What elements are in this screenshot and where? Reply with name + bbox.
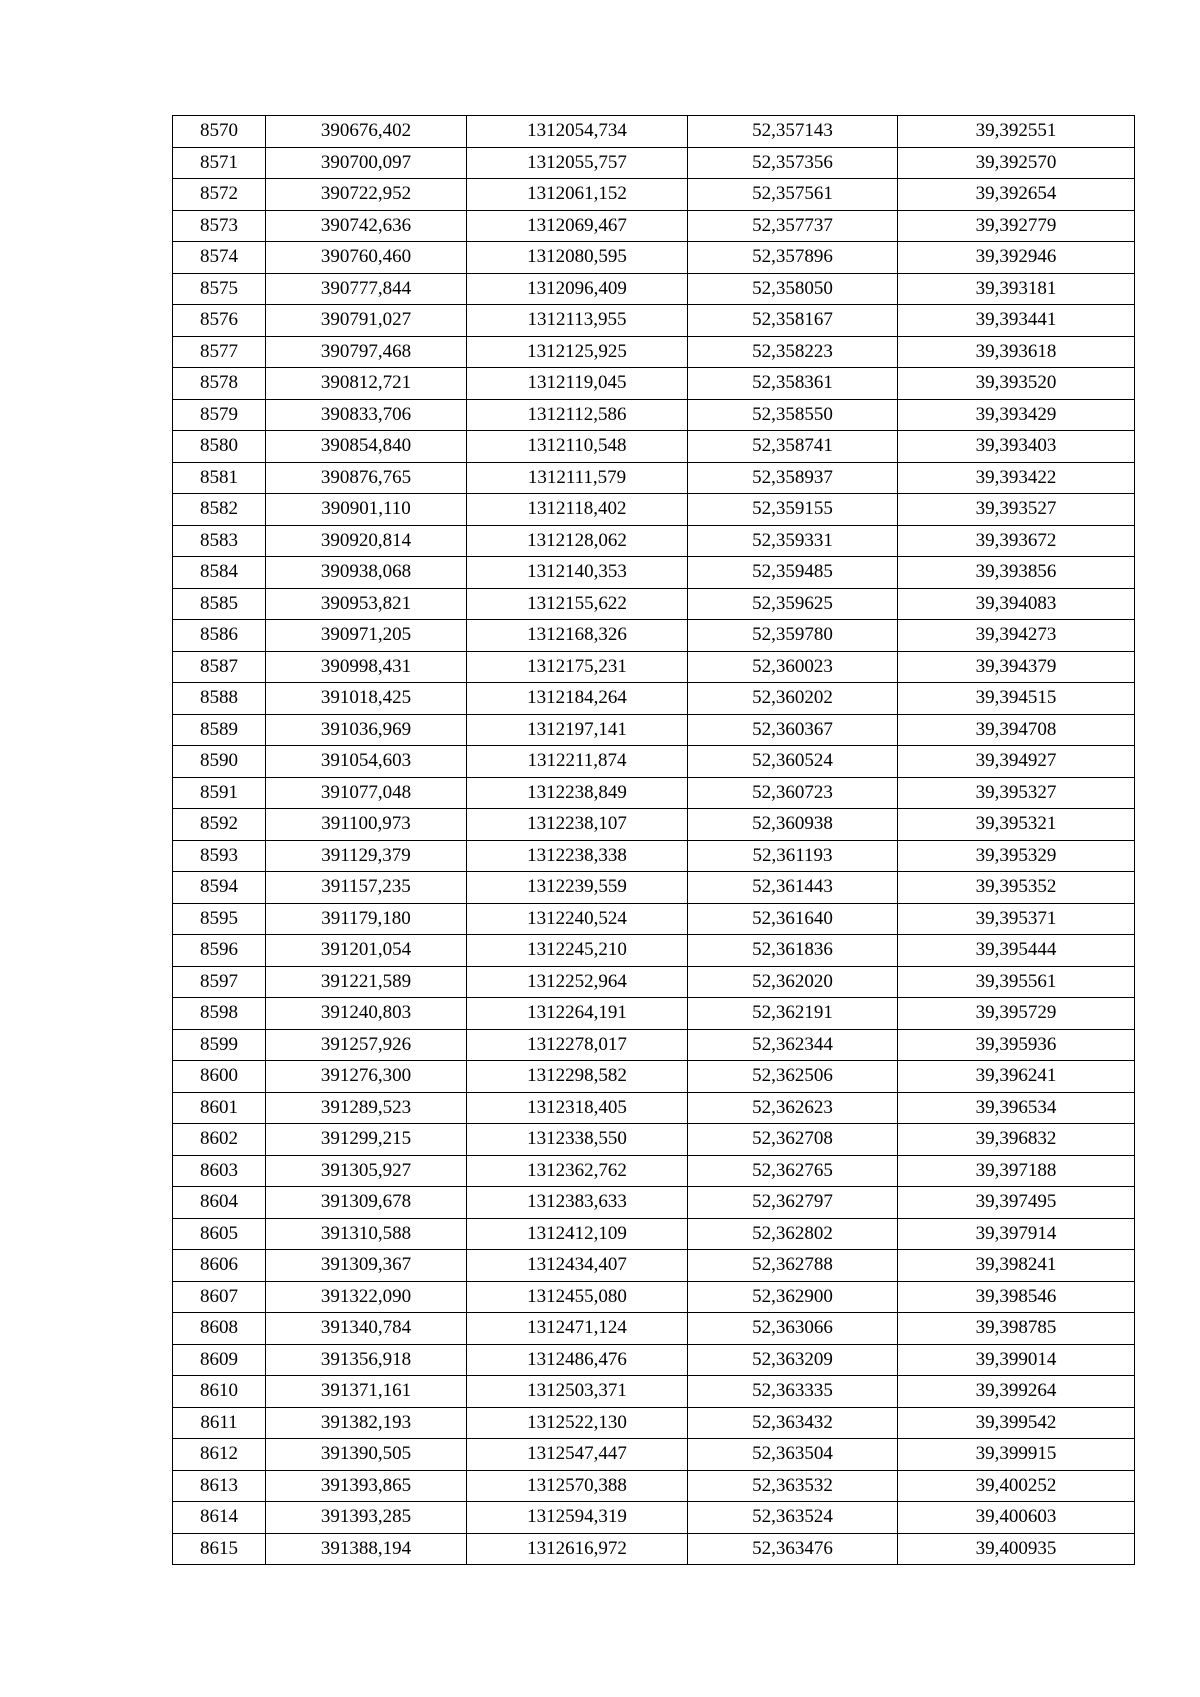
longitude-cell: 39,397495: [898, 1187, 1135, 1219]
longitude-cell: 39,393422: [898, 462, 1135, 494]
table-row: [173, 1124, 1135, 1156]
longitude-cell: 39,393520: [898, 368, 1135, 400]
point-number-cell: 8601: [173, 1092, 266, 1124]
point-number-cell: 8615: [173, 1533, 266, 1565]
y-coordinate-cell: 1312434,407: [467, 1250, 688, 1282]
table-row: [173, 242, 1135, 274]
x-coordinate-cell: 391371,161: [266, 1376, 467, 1408]
longitude-cell: 39,395321: [898, 809, 1135, 841]
latitude-cell: 52,362191: [688, 998, 898, 1030]
y-coordinate-cell: 1312278,017: [467, 1029, 688, 1061]
y-coordinate-cell: 1312362,762: [467, 1155, 688, 1187]
y-coordinate-cell: 1312503,371: [467, 1376, 688, 1408]
longitude-cell: 39,398546: [898, 1281, 1135, 1313]
point-number-cell: 8572: [173, 179, 266, 211]
latitude-cell: 52,362900: [688, 1281, 898, 1313]
table-row: [173, 305, 1135, 337]
point-number-cell: 8582: [173, 494, 266, 526]
longitude-cell: 39,394273: [898, 620, 1135, 652]
latitude-cell: 52,361443: [688, 872, 898, 904]
longitude-cell: 39,393672: [898, 525, 1135, 557]
y-coordinate-cell: 1312061,152: [467, 179, 688, 211]
longitude-cell: 39,394927: [898, 746, 1135, 778]
longitude-cell: 39,399542: [898, 1407, 1135, 1439]
y-coordinate-cell: 1312616,972: [467, 1533, 688, 1565]
y-coordinate-cell: 1312471,124: [467, 1313, 688, 1345]
y-coordinate-cell: 1312110,548: [467, 431, 688, 463]
longitude-cell: 39,392654: [898, 179, 1135, 211]
table-row: [173, 777, 1135, 809]
latitude-cell: 52,357737: [688, 210, 898, 242]
x-coordinate-cell: 390722,952: [266, 179, 467, 211]
longitude-cell: 39,393441: [898, 305, 1135, 337]
point-number-cell: 8603: [173, 1155, 266, 1187]
y-coordinate-cell: 1312570,388: [467, 1470, 688, 1502]
x-coordinate-cell: 390920,814: [266, 525, 467, 557]
y-coordinate-cell: 1312318,405: [467, 1092, 688, 1124]
latitude-cell: 52,362506: [688, 1061, 898, 1093]
longitude-cell: 39,395729: [898, 998, 1135, 1030]
longitude-cell: 39,393181: [898, 273, 1135, 305]
latitude-cell: 52,362788: [688, 1250, 898, 1282]
y-coordinate-cell: 1312080,595: [467, 242, 688, 274]
table-row: [173, 336, 1135, 368]
x-coordinate-cell: 391157,235: [266, 872, 467, 904]
x-coordinate-cell: 390777,844: [266, 273, 467, 305]
table-row: [173, 179, 1135, 211]
y-coordinate-cell: 1312239,559: [467, 872, 688, 904]
x-coordinate-cell: 391036,969: [266, 714, 467, 746]
x-coordinate-cell: 390953,821: [266, 588, 467, 620]
latitude-cell: 52,360202: [688, 683, 898, 715]
x-coordinate-cell: 390938,068: [266, 557, 467, 589]
longitude-cell: 39,394083: [898, 588, 1135, 620]
y-coordinate-cell: 1312054,734: [467, 116, 688, 148]
x-coordinate-cell: 390812,721: [266, 368, 467, 400]
x-coordinate-cell: 391018,425: [266, 683, 467, 715]
y-coordinate-cell: 1312113,955: [467, 305, 688, 337]
point-number-cell: 8614: [173, 1502, 266, 1534]
latitude-cell: 52,359625: [688, 588, 898, 620]
table-row: [173, 651, 1135, 683]
longitude-cell: 39,392779: [898, 210, 1135, 242]
point-number-cell: 8579: [173, 399, 266, 431]
latitude-cell: 52,359331: [688, 525, 898, 557]
x-coordinate-cell: 390742,636: [266, 210, 467, 242]
longitude-cell: 39,395561: [898, 966, 1135, 998]
x-coordinate-cell: 390854,840: [266, 431, 467, 463]
y-coordinate-cell: 1312240,524: [467, 903, 688, 935]
table-row: [173, 809, 1135, 841]
latitude-cell: 52,358741: [688, 431, 898, 463]
y-coordinate-cell: 1312211,874: [467, 746, 688, 778]
table-row: [173, 116, 1135, 148]
longitude-cell: 39,400603: [898, 1502, 1135, 1534]
point-number-cell: 8599: [173, 1029, 266, 1061]
table-row: [173, 1218, 1135, 1250]
table-row: [173, 1407, 1135, 1439]
coordinates-table: [172, 115, 1135, 1565]
longitude-cell: 39,400252: [898, 1470, 1135, 1502]
latitude-cell: 52,363504: [688, 1439, 898, 1471]
table-row: [173, 1376, 1135, 1408]
latitude-cell: 52,362765: [688, 1155, 898, 1187]
table-row: [173, 840, 1135, 872]
latitude-cell: 52,361640: [688, 903, 898, 935]
y-coordinate-cell: 1312184,264: [467, 683, 688, 715]
longitude-cell: 39,395444: [898, 935, 1135, 967]
table-row: [173, 935, 1135, 967]
y-coordinate-cell: 1312338,550: [467, 1124, 688, 1156]
x-coordinate-cell: 391309,678: [266, 1187, 467, 1219]
longitude-cell: 39,395327: [898, 777, 1135, 809]
point-number-cell: 8587: [173, 651, 266, 683]
longitude-cell: 39,396534: [898, 1092, 1135, 1124]
latitude-cell: 52,363209: [688, 1344, 898, 1376]
y-coordinate-cell: 1312125,925: [467, 336, 688, 368]
table-row: [173, 966, 1135, 998]
point-number-cell: 8583: [173, 525, 266, 557]
longitude-cell: 39,397188: [898, 1155, 1135, 1187]
x-coordinate-cell: 391393,865: [266, 1470, 467, 1502]
table-row: [173, 525, 1135, 557]
y-coordinate-cell: 1312118,402: [467, 494, 688, 526]
latitude-cell: 52,357896: [688, 242, 898, 274]
table-row: [173, 746, 1135, 778]
y-coordinate-cell: 1312112,586: [467, 399, 688, 431]
latitude-cell: 52,361193: [688, 840, 898, 872]
y-coordinate-cell: 1312412,109: [467, 1218, 688, 1250]
y-coordinate-cell: 1312069,467: [467, 210, 688, 242]
x-coordinate-cell: 391390,505: [266, 1439, 467, 1471]
x-coordinate-cell: 391299,215: [266, 1124, 467, 1156]
latitude-cell: 52,358550: [688, 399, 898, 431]
y-coordinate-cell: 1312197,141: [467, 714, 688, 746]
table-row: [173, 1313, 1135, 1345]
point-number-cell: 8577: [173, 336, 266, 368]
table-row: [173, 462, 1135, 494]
table-row: [173, 1092, 1135, 1124]
table-row: [173, 998, 1135, 1030]
x-coordinate-cell: 390797,468: [266, 336, 467, 368]
point-number-cell: 8588: [173, 683, 266, 715]
latitude-cell: 52,362020: [688, 966, 898, 998]
x-coordinate-cell: 391340,784: [266, 1313, 467, 1345]
table-row: [173, 557, 1135, 589]
x-coordinate-cell: 391054,603: [266, 746, 467, 778]
y-coordinate-cell: 1312175,231: [467, 651, 688, 683]
latitude-cell: 52,361836: [688, 935, 898, 967]
point-number-cell: 8578: [173, 368, 266, 400]
table-row: [173, 714, 1135, 746]
point-number-cell: 8593: [173, 840, 266, 872]
y-coordinate-cell: 1312455,080: [467, 1281, 688, 1313]
point-number-cell: 8580: [173, 431, 266, 463]
x-coordinate-cell: 391356,918: [266, 1344, 467, 1376]
longitude-cell: 39,393429: [898, 399, 1135, 431]
longitude-cell: 39,398241: [898, 1250, 1135, 1282]
longitude-cell: 39,397914: [898, 1218, 1135, 1250]
table-row: [173, 1439, 1135, 1471]
point-number-cell: 8594: [173, 872, 266, 904]
x-coordinate-cell: 390676,402: [266, 116, 467, 148]
y-coordinate-cell: 1312252,964: [467, 966, 688, 998]
y-coordinate-cell: 1312245,210: [467, 935, 688, 967]
y-coordinate-cell: 1312238,849: [467, 777, 688, 809]
table-row: [173, 1250, 1135, 1282]
latitude-cell: 52,357356: [688, 147, 898, 179]
y-coordinate-cell: 1312264,191: [467, 998, 688, 1030]
latitude-cell: 52,359155: [688, 494, 898, 526]
latitude-cell: 52,360367: [688, 714, 898, 746]
table-row: [173, 1344, 1135, 1376]
y-coordinate-cell: 1312168,326: [467, 620, 688, 652]
latitude-cell: 52,359485: [688, 557, 898, 589]
point-number-cell: 8611: [173, 1407, 266, 1439]
point-number-cell: 8604: [173, 1187, 266, 1219]
point-number-cell: 8597: [173, 966, 266, 998]
latitude-cell: 52,362797: [688, 1187, 898, 1219]
x-coordinate-cell: 391179,180: [266, 903, 467, 935]
point-number-cell: 8605: [173, 1218, 266, 1250]
point-number-cell: 8612: [173, 1439, 266, 1471]
table-row: [173, 147, 1135, 179]
point-number-cell: 8581: [173, 462, 266, 494]
longitude-cell: 39,400935: [898, 1533, 1135, 1565]
table-row: [173, 210, 1135, 242]
table-row: [173, 431, 1135, 463]
x-coordinate-cell: 391201,054: [266, 935, 467, 967]
latitude-cell: 52,363532: [688, 1470, 898, 1502]
table-row: [173, 368, 1135, 400]
point-number-cell: 8575: [173, 273, 266, 305]
point-number-cell: 8576: [173, 305, 266, 337]
x-coordinate-cell: 391382,193: [266, 1407, 467, 1439]
latitude-cell: 52,358937: [688, 462, 898, 494]
x-coordinate-cell: 391309,367: [266, 1250, 467, 1282]
table-row: [173, 588, 1135, 620]
longitude-cell: 39,393618: [898, 336, 1135, 368]
point-number-cell: 8607: [173, 1281, 266, 1313]
x-coordinate-cell: 390971,205: [266, 620, 467, 652]
table-row: [173, 872, 1135, 904]
latitude-cell: 52,360023: [688, 651, 898, 683]
point-number-cell: 8602: [173, 1124, 266, 1156]
point-number-cell: 8586: [173, 620, 266, 652]
y-coordinate-cell: 1312522,130: [467, 1407, 688, 1439]
x-coordinate-cell: 390700,097: [266, 147, 467, 179]
longitude-cell: 39,395936: [898, 1029, 1135, 1061]
y-coordinate-cell: 1312096,409: [467, 273, 688, 305]
table-row: [173, 1470, 1135, 1502]
x-coordinate-cell: 391305,927: [266, 1155, 467, 1187]
longitude-cell: 39,393856: [898, 557, 1135, 589]
coordinates-table-body: [173, 116, 1135, 1565]
longitude-cell: 39,392570: [898, 147, 1135, 179]
longitude-cell: 39,394708: [898, 714, 1135, 746]
table-row: [173, 1061, 1135, 1093]
point-number-cell: 8574: [173, 242, 266, 274]
latitude-cell: 52,358167: [688, 305, 898, 337]
x-coordinate-cell: 390833,706: [266, 399, 467, 431]
longitude-cell: 39,395371: [898, 903, 1135, 935]
x-coordinate-cell: 391257,926: [266, 1029, 467, 1061]
latitude-cell: 52,360723: [688, 777, 898, 809]
table-row: [173, 903, 1135, 935]
x-coordinate-cell: 390998,431: [266, 651, 467, 683]
longitude-cell: 39,399014: [898, 1344, 1135, 1376]
x-coordinate-cell: 391393,285: [266, 1502, 467, 1534]
latitude-cell: 52,363066: [688, 1313, 898, 1345]
longitude-cell: 39,394515: [898, 683, 1135, 715]
table-row: [173, 494, 1135, 526]
x-coordinate-cell: 390901,110: [266, 494, 467, 526]
longitude-cell: 39,392551: [898, 116, 1135, 148]
point-number-cell: 8595: [173, 903, 266, 935]
x-coordinate-cell: 391276,300: [266, 1061, 467, 1093]
table-row: [173, 1187, 1135, 1219]
longitude-cell: 39,395329: [898, 840, 1135, 872]
table-row: [173, 1029, 1135, 1061]
latitude-cell: 52,362344: [688, 1029, 898, 1061]
longitude-cell: 39,399264: [898, 1376, 1135, 1408]
y-coordinate-cell: 1312238,107: [467, 809, 688, 841]
longitude-cell: 39,394379: [898, 651, 1135, 683]
y-coordinate-cell: 1312298,582: [467, 1061, 688, 1093]
point-number-cell: 8596: [173, 935, 266, 967]
longitude-cell: 39,396832: [898, 1124, 1135, 1156]
point-number-cell: 8609: [173, 1344, 266, 1376]
table-row: [173, 1281, 1135, 1313]
x-coordinate-cell: 391388,194: [266, 1533, 467, 1565]
y-coordinate-cell: 1312486,476: [467, 1344, 688, 1376]
latitude-cell: 52,357143: [688, 116, 898, 148]
x-coordinate-cell: 390760,460: [266, 242, 467, 274]
latitude-cell: 52,362708: [688, 1124, 898, 1156]
point-number-cell: 8610: [173, 1376, 266, 1408]
point-number-cell: 8585: [173, 588, 266, 620]
y-coordinate-cell: 1312055,757: [467, 147, 688, 179]
point-number-cell: 8584: [173, 557, 266, 589]
latitude-cell: 52,363524: [688, 1502, 898, 1534]
point-number-cell: 8613: [173, 1470, 266, 1502]
point-number-cell: 8606: [173, 1250, 266, 1282]
y-coordinate-cell: 1312140,353: [467, 557, 688, 589]
y-coordinate-cell: 1312111,579: [467, 462, 688, 494]
x-coordinate-cell: 391221,589: [266, 966, 467, 998]
latitude-cell: 52,358223: [688, 336, 898, 368]
longitude-cell: 39,399915: [898, 1439, 1135, 1471]
y-coordinate-cell: 1312238,338: [467, 840, 688, 872]
point-number-cell: 8589: [173, 714, 266, 746]
x-coordinate-cell: 391310,588: [266, 1218, 467, 1250]
latitude-cell: 52,359780: [688, 620, 898, 652]
point-number-cell: 8590: [173, 746, 266, 778]
x-coordinate-cell: 391100,973: [266, 809, 467, 841]
x-coordinate-cell: 391077,048: [266, 777, 467, 809]
x-coordinate-cell: 391240,803: [266, 998, 467, 1030]
point-number-cell: 8571: [173, 147, 266, 179]
latitude-cell: 52,362623: [688, 1092, 898, 1124]
table-row: [173, 273, 1135, 305]
table-row: [173, 1533, 1135, 1565]
y-coordinate-cell: 1312128,062: [467, 525, 688, 557]
x-coordinate-cell: 390791,027: [266, 305, 467, 337]
latitude-cell: 52,357561: [688, 179, 898, 211]
latitude-cell: 52,358050: [688, 273, 898, 305]
longitude-cell: 39,398785: [898, 1313, 1135, 1345]
latitude-cell: 52,358361: [688, 368, 898, 400]
point-number-cell: 8600: [173, 1061, 266, 1093]
y-coordinate-cell: 1312547,447: [467, 1439, 688, 1471]
longitude-cell: 39,392946: [898, 242, 1135, 274]
point-number-cell: 8598: [173, 998, 266, 1030]
table-row: [173, 1502, 1135, 1534]
y-coordinate-cell: 1312155,622: [467, 588, 688, 620]
point-number-cell: 8608: [173, 1313, 266, 1345]
y-coordinate-cell: 1312383,633: [467, 1187, 688, 1219]
longitude-cell: 39,395352: [898, 872, 1135, 904]
point-number-cell: 8573: [173, 210, 266, 242]
latitude-cell: 52,362802: [688, 1218, 898, 1250]
latitude-cell: 52,360938: [688, 809, 898, 841]
latitude-cell: 52,360524: [688, 746, 898, 778]
x-coordinate-cell: 391289,523: [266, 1092, 467, 1124]
table-row: [173, 620, 1135, 652]
longitude-cell: 39,393403: [898, 431, 1135, 463]
y-coordinate-cell: 1312594,319: [467, 1502, 688, 1534]
point-number-cell: 8570: [173, 116, 266, 148]
x-coordinate-cell: 391129,379: [266, 840, 467, 872]
table-row: [173, 399, 1135, 431]
longitude-cell: 39,393527: [898, 494, 1135, 526]
latitude-cell: 52,363432: [688, 1407, 898, 1439]
longitude-cell: 39,396241: [898, 1061, 1135, 1093]
point-number-cell: 8592: [173, 809, 266, 841]
latitude-cell: 52,363476: [688, 1533, 898, 1565]
x-coordinate-cell: 391322,090: [266, 1281, 467, 1313]
y-coordinate-cell: 1312119,045: [467, 368, 688, 400]
point-number-cell: 8591: [173, 777, 266, 809]
table-row: [173, 1155, 1135, 1187]
x-coordinate-cell: 390876,765: [266, 462, 467, 494]
table-row: [173, 683, 1135, 715]
latitude-cell: 52,363335: [688, 1376, 898, 1408]
